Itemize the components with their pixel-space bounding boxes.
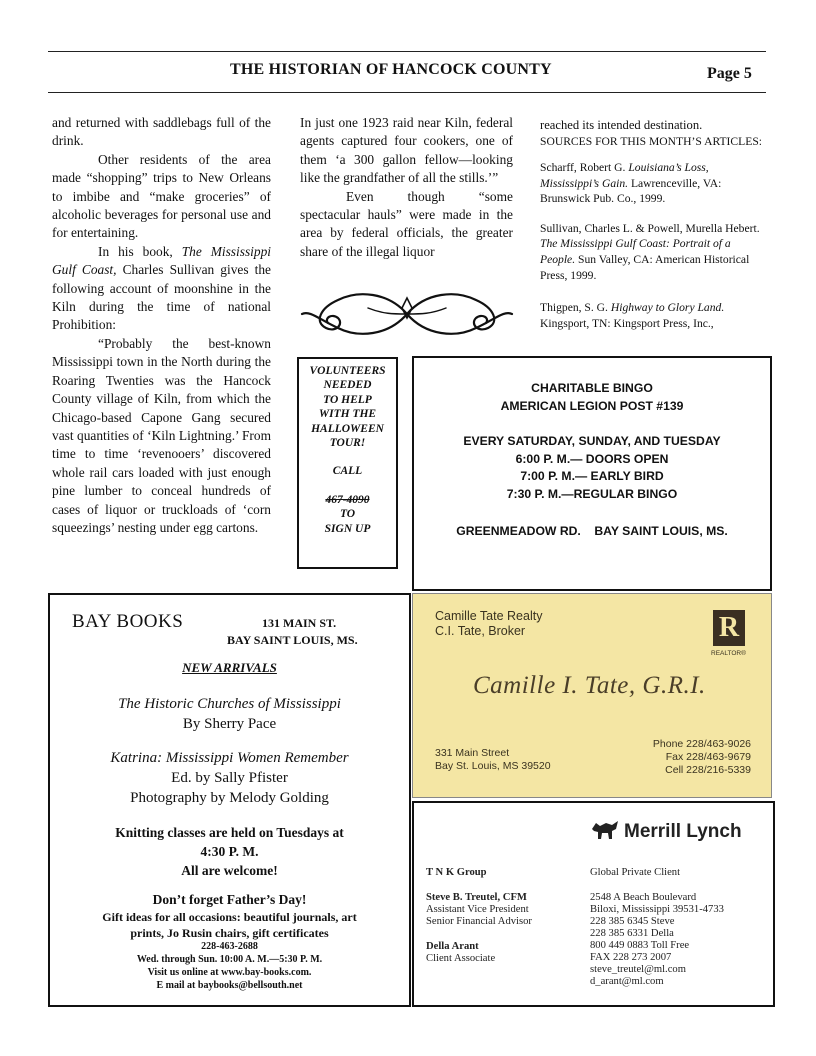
col1-p3-text-b: Charles Sullivan gives the following account of moonshine in the Kiln during the time of national Prohibition: bbox=[52, 262, 271, 333]
tate-fax: Fax 228/463-9679 bbox=[665, 751, 751, 763]
source-3 bbox=[540, 300, 762, 331]
bull-icon bbox=[590, 817, 620, 843]
tate-phone: Phone 228/463-9026 bbox=[652, 738, 751, 750]
merrill-toll-free: 800 449 0883 Toll Free bbox=[590, 940, 690, 951]
merrill-client-type: Global Private Client bbox=[590, 867, 681, 878]
source-1-publisher: Lawrenceville, VA: Brunswick Pub. Co., 1999. bbox=[540, 176, 722, 206]
advisor-name: Steve B. Treutel, CFM bbox=[426, 892, 527, 903]
merrill-phone-1: 228 385 6345 Steve bbox=[590, 916, 675, 927]
col1-paragraph-3 bbox=[52, 243, 271, 335]
source-1 bbox=[540, 160, 762, 207]
realtor-logo-letter: R bbox=[718, 612, 740, 643]
col1-paragraph-4: “Probably the best-known Mississippi town in the North during the Roaring Twenties was the Hancock County village of Kiln, from which the Chicago-based Capone Gang secured vast quantities of ‘Kiln Lightning.’ From time to time ‘revenooers’ discovered whole rail cars loaded with just enough pine lumber to conceal hundreds of cases of liquor or truckloads of ‘corn squeezings’ nesting under egg cartons. bbox=[52, 335, 271, 535]
knitting-line-1: Knitting classes are held on Tuesdays at bbox=[115, 825, 344, 840]
bingo-subtitle: AMERICAN LEGION POST #139 bbox=[500, 398, 684, 413]
tate-realty-card bbox=[412, 593, 772, 798]
header-rule-top bbox=[48, 51, 766, 52]
book-1-author: By Sherry Pace bbox=[182, 716, 277, 732]
new-arrivals-heading: NEW ARRIVALS bbox=[182, 660, 277, 675]
volunteer-line: TO bbox=[339, 508, 356, 521]
bay-books-hours: Wed. through Sun. 10:00 A. M.—5:30 P. M. bbox=[136, 954, 323, 965]
advisor-title-2: Senior Financial Advisor bbox=[426, 916, 532, 927]
merrill-lynch-card bbox=[412, 801, 775, 1007]
newsletter-title: THE HISTORIAN OF HANCOCK COUNTY bbox=[230, 61, 552, 78]
merrill-email-1[interactable]: steve_treutel@ml.com bbox=[590, 964, 686, 975]
col3-paragraph-1: reached its intended destination. bbox=[540, 118, 703, 132]
bingo-title: CHARITABLE BINGO bbox=[531, 381, 653, 395]
associate-title: Client Associate bbox=[426, 953, 496, 964]
merrill-address-2: Biloxi, Mississippi 39531-4733 bbox=[590, 904, 724, 915]
merrill-address-1: 2548 A Beach Boulevard bbox=[590, 892, 697, 903]
bay-books-name: BAY BOOKS bbox=[72, 611, 184, 632]
merrill-group: T N K Group bbox=[426, 867, 487, 878]
col1-book-title: The Mississippi Gulf Coast, bbox=[52, 243, 271, 278]
bay-books-address-1: 131 MAIN ST. bbox=[262, 616, 337, 630]
bingo-time-3: 7:30 P. M.—REGULAR BINGO bbox=[506, 486, 678, 501]
bingo-time-1: 6:00 P. M.— DOORS OPEN bbox=[515, 451, 669, 466]
sources-heading: SOURCES FOR THIS MONTH’S ARTICLES: bbox=[540, 134, 762, 148]
source-2-title: The Mississippi Gulf Coast: Portrait of a People. bbox=[540, 237, 731, 267]
associate-name: Della Arant bbox=[426, 941, 479, 952]
ornament-divider bbox=[298, 288, 516, 340]
bay-books-ad-box bbox=[48, 593, 411, 1007]
knitting-line-2: 4:30 P. M. bbox=[200, 844, 259, 859]
bay-books-phone: 228-463-2688 bbox=[201, 941, 258, 952]
source-2-author: Sullivan, Charles L. & Powell, Murella Hebert. bbox=[540, 221, 760, 235]
bay-books-address-2: BAY SAINT LOUIS, MS. bbox=[227, 633, 358, 647]
source-3-author: Thigpen, S. G. bbox=[540, 301, 611, 315]
source-3-title: Highway to Glory Land. bbox=[610, 301, 725, 315]
advisor-title-1: Assistant Vice President bbox=[426, 904, 529, 915]
col2-paragraph-2: Even though “some spectacular hauls” were made in the area by federal officials, the greater share of the illegal liquor bbox=[300, 188, 513, 259]
tate-company: Camille Tate Realty bbox=[435, 609, 543, 623]
volunteer-line: SIGN UP bbox=[324, 522, 371, 535]
bingo-time-2: 7:00 P. M.— EARLY BIRD bbox=[520, 469, 664, 483]
book-1-title: The Historic Churches of Mississippi bbox=[118, 696, 341, 712]
bay-books-website[interactable]: Visit us online at www.bay-books.com. bbox=[147, 967, 312, 978]
bingo-days: EVERY SATURDAY, SUNDAY, AND TUESDAY bbox=[463, 434, 721, 448]
article-column-2 bbox=[300, 114, 513, 261]
volunteer-line: WITH THE bbox=[318, 408, 377, 421]
gift-ideas-line-1: Gift ideas for all occasions: beautiful journals, art bbox=[102, 910, 357, 924]
tate-address-1: 331 Main Street bbox=[435, 747, 510, 759]
volunteer-phone: 467-4090 bbox=[325, 493, 370, 506]
article-column-1 bbox=[52, 114, 271, 537]
tate-broker: C.I. Tate, Broker bbox=[435, 624, 526, 638]
bay-books-email[interactable]: E mail at baybooks@bellsouth.net bbox=[156, 980, 303, 991]
bingo-ad-box bbox=[412, 356, 772, 591]
fathers-day-line: Don’t forget Father’s Day! bbox=[152, 892, 307, 907]
volunteer-line: TO HELP bbox=[323, 393, 372, 406]
header-rule-bottom bbox=[48, 92, 766, 93]
col2-paragraph-1: In just one 1923 raid near Kiln, federal agents captured four cookers, one of them ‘a 300 gallon fellow—looking like the grandfather of all the stills.’” bbox=[300, 115, 513, 186]
page-number: Page 5 bbox=[707, 65, 752, 82]
col1-paragraph-2: Other residents of the area made “shopping” trips to New Orleans to imbibe and “make groceries” of alcoholic beverages for personal use and for entertaining. bbox=[52, 151, 271, 241]
volunteer-line: NEEDED bbox=[323, 379, 372, 392]
merrill-email-2[interactable]: d_arant@ml.com bbox=[590, 976, 664, 987]
source-2 bbox=[540, 221, 762, 283]
gift-ideas-line-2: prints, Jo Rusin chairs, gift certificates bbox=[130, 926, 329, 940]
realtor-logo-icon bbox=[713, 610, 745, 646]
source-2-publisher: Sun Valley, CA: American Historical Press, 1999. bbox=[540, 253, 750, 282]
book-2-editor: Ed. by Sally Pfister bbox=[171, 770, 288, 786]
volunteer-notice-box bbox=[297, 357, 398, 569]
merrill-fax: FAX 228 273 2007 bbox=[590, 952, 672, 963]
source-1-author: Scharff, Robert G. bbox=[540, 161, 629, 175]
volunteer-line: HALLOWEEN bbox=[311, 422, 384, 435]
bingo-location: GREENMEADOW RD. BAY SAINT LOUIS, MS. bbox=[456, 524, 728, 538]
merrill-brand: Merrill Lynch bbox=[624, 821, 742, 842]
volunteer-line: VOLUNTEERS bbox=[309, 365, 386, 377]
tate-address-2: Bay St. Louis, MS 39520 bbox=[435, 760, 551, 772]
tate-name: Camille I. Tate, G.R.I. bbox=[473, 672, 706, 699]
book-2-photographer: Photography by Melody Golding bbox=[130, 790, 329, 806]
merrill-phone-2: 228 385 6331 Della bbox=[590, 928, 674, 939]
source-1-title: Louisiana’s Loss, Mississippi’s Gain. bbox=[540, 161, 709, 190]
source-3-publisher: Kingsport, TN: Kingsport Press, Inc., bbox=[540, 316, 714, 330]
volunteer-line: CALL bbox=[332, 465, 363, 478]
knitting-line-3: All are welcome! bbox=[181, 863, 278, 878]
bull-logo-icon bbox=[590, 817, 620, 843]
book-2-title: Katrina: Mississippi Women Remember bbox=[110, 750, 349, 766]
tate-cell: Cell 228/216-5339 bbox=[665, 764, 751, 776]
col1-paragraph-1: and returned with saddlebags full of the drink. bbox=[52, 115, 271, 149]
article-column-3 bbox=[540, 118, 762, 345]
volunteer-line: TOUR! bbox=[329, 437, 366, 450]
realtor-label: REALTOR® bbox=[711, 650, 746, 657]
col1-p3-text-a: In his book, bbox=[98, 243, 182, 259]
